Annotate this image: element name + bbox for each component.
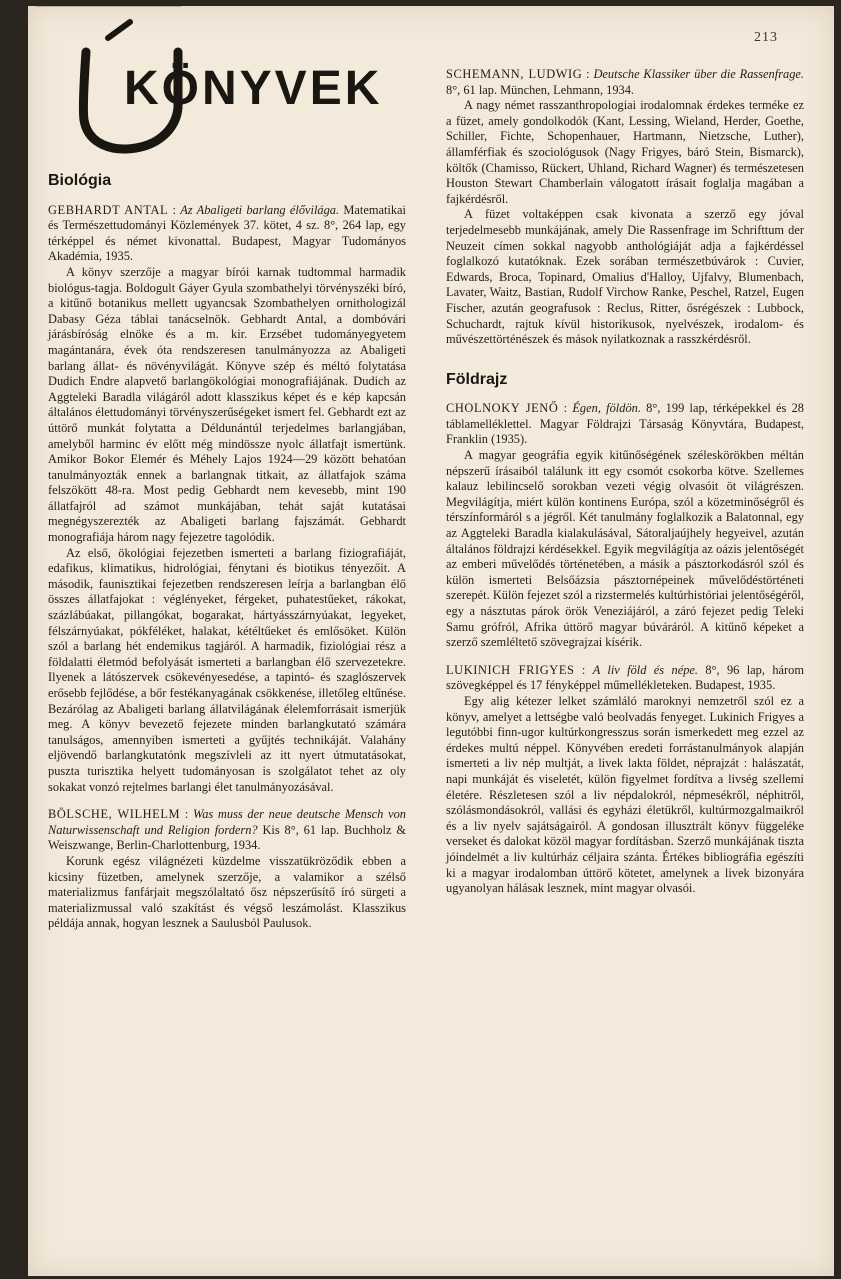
entry-heading: [446, 401, 804, 448]
section-spacer: [446, 360, 804, 372]
entry-separator: :: [558, 401, 573, 416]
masthead: [50, 16, 440, 156]
entry-paragraph: Egy alig kétezer lelket számláló maroknyi nemzetről szól ez a könyv, amelyet a lettségbe való beolvadás fenyeget. Lukinich Frigyes a legutóbbi finn-ugor kultúrkongresszus során ismerkedett meg ezzel az érdekes multú néppel. Könyvében eredeti forrástanulmányok alapján ismerteti a liv nép multját, a livek lakta földet, néprajzát : halászatát, napi munkáját és viseletét, külön figyelmet fordítva a livség szellemi életére. Részletesen szól a liv népdalokról, népmesékről, néphitről, szólásmondásokról, vallási és egyházi életükről, kultúrmozgalmaikról és a liv nyelv sajátságairól. A gondosan illusztrált könyv függeléke verseket és dalokat közöl magyar fordításban. Szerző munkájának tiszta jóindelmét a liv kultúrház céljaira szánta. Értékes bibliográfia egészíti ki a magyar irodalomban úttörő kötetet, amelynek a livek bizonyára ugyanolyan hálásak lesznek, mint magyar olvasói.: [446, 693, 804, 896]
page-number: 213: [754, 30, 778, 45]
right-column: [446, 67, 804, 909]
entry-heading: [48, 807, 406, 854]
entry-title: Deutsche Klassiker über die Rassenfrage.: [593, 67, 805, 81]
masthead-logo: [50, 16, 440, 156]
entry-details: 8°, 199 lap, térképekkel és 28 táblamelléklettel. Magyar Földrajzi Társaság Könyvtára, Budapest, Franklin (1935).: [446, 401, 805, 447]
page-edge-rule: [36, 6, 181, 12]
entry-separator: :: [582, 67, 594, 81]
book-entry: [48, 203, 406, 796]
entry-paragraph: A magyar geográfia egyik kitűnőségének széleskörökben méltán népszerű írásaiból találunk itt egy csomót csokorba kötve. Szellemes kalauz lebilincselő sorokban vezeti végig olvasóit öt világrészen. Megvilágítja, miért külön kontinens Európa, szól a közetminőségről és térszínformáról s a jégről. Két tanulmány foglalkozik a Balatonnal, egy az Aggteleki Baradla kialakulásával, Sátoraljaújhely hegyeivel, azután általános földrajzi kérdésekkel. Egyik megvilágítja az oázis jelentőségét az emberi művelődés történetében, a másik a pásztorkodásról szól és külön ismerteti Belsőázsia pásztornépeinek művelődéstörténeti szerepét. Külön fejezet szól a rizstermelés kultúrhistóriai jelentőségéről, egy a násztutas párok örök Veneziájáról, a záró fejezet pedig Teleki Samu grófról, Afrika úttörő magyar búváráról. A kitűnő képeket a szerző szemléltető szövegrajzai kísérik.: [446, 448, 804, 650]
entry-author: CHOLNOKY JENŐ: [446, 401, 559, 416]
entry-heading: [446, 67, 804, 98]
book-entry: [446, 663, 804, 897]
entry-paragraph: Az első, ökológiai fejezetben ismerteti a barlang fiziografiáját, edafikus, klimatikus, hidrológiai, fénytani és biotikus tényezőit. A második, faunisztikai fejezetben rendszeresen leírja a barlangban élő összes állatfajokat : véglényeket, férgeket, puhatestűeket, rákokat, százlábúakat, pillangókat, bogarakat, hártyásszárnyúakat, legyeket, félszárnyúakat, pókféléket, halakat, kétéltűeket és emlősöket. Külön szól a barlang hét endemikus tagjáról. A harmadik, fiziológiai rész a földalatti életmód befolyását ismerteti a barlangban élő szervezetekre. Ilyenek a látószervek csökevényesedése, a tapintó- és szaglószervek erősebb fejlődése, a bőr festékanyagának csökkenése, illetőleg eltűnése. Bezárólag az Abaligeti barlang állatvilágának élelemforrásait ismerjük meg. A könyv bevezető fejezete minden barlangkutató számára tanulságos, amennyiben ismerteti a gyűjtés technikáját. Valahány eljövendő barlangkutatónk megszívleli az itt nyert útmutatásokat, puszta turisztika helyett tudományosan is szolgálatot tehet az oly sokakat vonzó rejtelmes barlangi élet tanulmányozásával.: [48, 545, 406, 794]
entry-paragraph: A nagy német rasszanthropologiai irodalomnak érdekes terméke ez a füzet, amely gondolkodók (Kant, Lessing, Wieland, Herder, Goethe, Schiller, Fichte, Schopenhauer, Hartmann, Nietzsche, Luther), államférfiak és szociológusok (Nagy Frigyes, báró Stein, Bismarck), költők (Chamisso, Rückert, Uhland, Richard Wagner) és természetesen Houston Stewart Chamberlain válogatott írásait foglalja magában a fajkérdésről.: [446, 98, 804, 206]
entry-paragraph: A könyv szerzője a magyar bírói karnak tudtommal harmadik biológus-tagja. Boldogult Gáyer Gyula szombathelyi törvényszéki bíró, a kitűnő botanikus mellett ugyancsak Szombathelyen ornithologizál Dabasy Géza táblai tanácselnök. Gebhardt Antal, a dombóvári járásbíróság elnöke és a m. kir. Erzsébet tudományegyetem magántanára, évek óta rendszeresen tanulmányozza az Abaligeti barlang állat- és növényvilágát. Könyve szép és méltó folytatása Dudich Endre alapvető barlangökológiai monografiájának. Dudich az Aggteleki Baradla világáról adott klasszikus képet és e kép kapcsán általános élettudományi törvényszerűségeket ismert fel. Gebhardt ezt az úttörő munkát folytatta a Déldunántúl terjedelmes barlangjában, amelyből harminc év előtt még mindössze nyolc állatfajt ismertünk. Amikor Bokor Elemér és Méhely Lajos 1924—29 között behatóan tanulmányozták ennek a barlangnak titkait, az állatfajok száma felszökött 48-ra. Most pedig Gebhardt nem kevesebb, mint 190 állatfajról ad számot munkájában, tehát saját kutatásai megnégyszerezték az Abaligeti barlang fajszámát. Gebhardt monografiája három nagy fejezetre tagolódik.: [48, 264, 406, 545]
entry-author: BÖLSCHE, WILHELM: [48, 807, 181, 822]
book-entry: [446, 401, 804, 651]
magazine-page: [28, 6, 834, 1276]
entry-author: GEBHARDT ANTAL: [48, 202, 169, 217]
entry-separator: :: [180, 807, 194, 822]
book-entry: [48, 807, 406, 932]
left-column: [48, 173, 406, 944]
section-title-foldrajz: Földrajz: [446, 370, 508, 388]
entry-title: A liv föld és népe.: [592, 662, 698, 677]
entry-details: 8°, 61 lap. München, Lehmann, 1934.: [446, 82, 635, 97]
entry-title: Az Abaligeti barlang élővilága.: [180, 202, 340, 217]
entry-author: LUKINICH FRIGYES: [446, 662, 575, 677]
entry-separator: :: [168, 202, 181, 217]
entry-details: 8°, 96 lap, három szövegképpel és 17 fényképpel műmellékleteken. Budapest, 1935.: [446, 662, 804, 693]
book-entry: [446, 67, 804, 348]
entry-separator: :: [574, 662, 593, 677]
entry-details: Kis 8°, 61 lap. Buchholz & Weiszwange, Berlin-Charlottenburg, 1934.: [48, 822, 406, 853]
entry-author: SCHEMANN, LUDWIG: [446, 67, 583, 81]
masthead-accent: [108, 22, 130, 38]
entry-paragraph: A füzet voltaképpen csak kivonata a szerző egy jóval terjedelmesebb munkájának, amely Die Rassenfrage im Schrifttum der Neuzeit címen sokkal nagyobb anthológiáját adja a fajkérdéssel foglalkozó kutatóknak. Ezek sorában természetbúvárok : Cuvier, Edwards, Broca, Topinard, Omalius d'Halloy, Ujfalvy, Blumenbach, Lavater, Waitz, Bastian, Rudolf Virchow Ranke, Peschel, Ratzel, Eugen Fischer, azután geografusok : Reclus, Ritter, ősrégészek : Lubbock, Schuchardt, rajtuk kívül historikusok, nyelvészek, irodalom- és művészettörténészek és mások nyilatkoznak a rasszkérdésről.: [446, 207, 804, 347]
entry-paragraph: Korunk egész világnézeti küzdelme visszatükröződik ebben a kicsiny füzetben, amelynek szerzője, a valamikor a szélső materializmus fanfárjait megszólaltató ősz népszerűsítő író sürgeti a materializmussal való szakítást és végső leszámolást. Klasszikus példája annak, hogyan lesznek a Saulusból Paulusok.: [48, 853, 406, 931]
masthead-title: KÖNYVEK: [124, 62, 383, 115]
entry-heading: [48, 203, 406, 265]
entry-details: Matematikai és Természettudományi Közlemények 37. kötet, 4 sz. 8°, 264 lap, egy térképpel és német kivonattal. Budapest, Magyar Tudományos Akadémia, 1935.: [48, 202, 406, 264]
entry-title: Was muss der neue deutsche Mensch von Naturwissenschaft und Religion fordern?: [48, 807, 406, 837]
section-title-biologia: Biológia: [48, 172, 112, 189]
entry-heading: [446, 663, 804, 694]
entry-title: Égen, földön.: [572, 401, 641, 416]
